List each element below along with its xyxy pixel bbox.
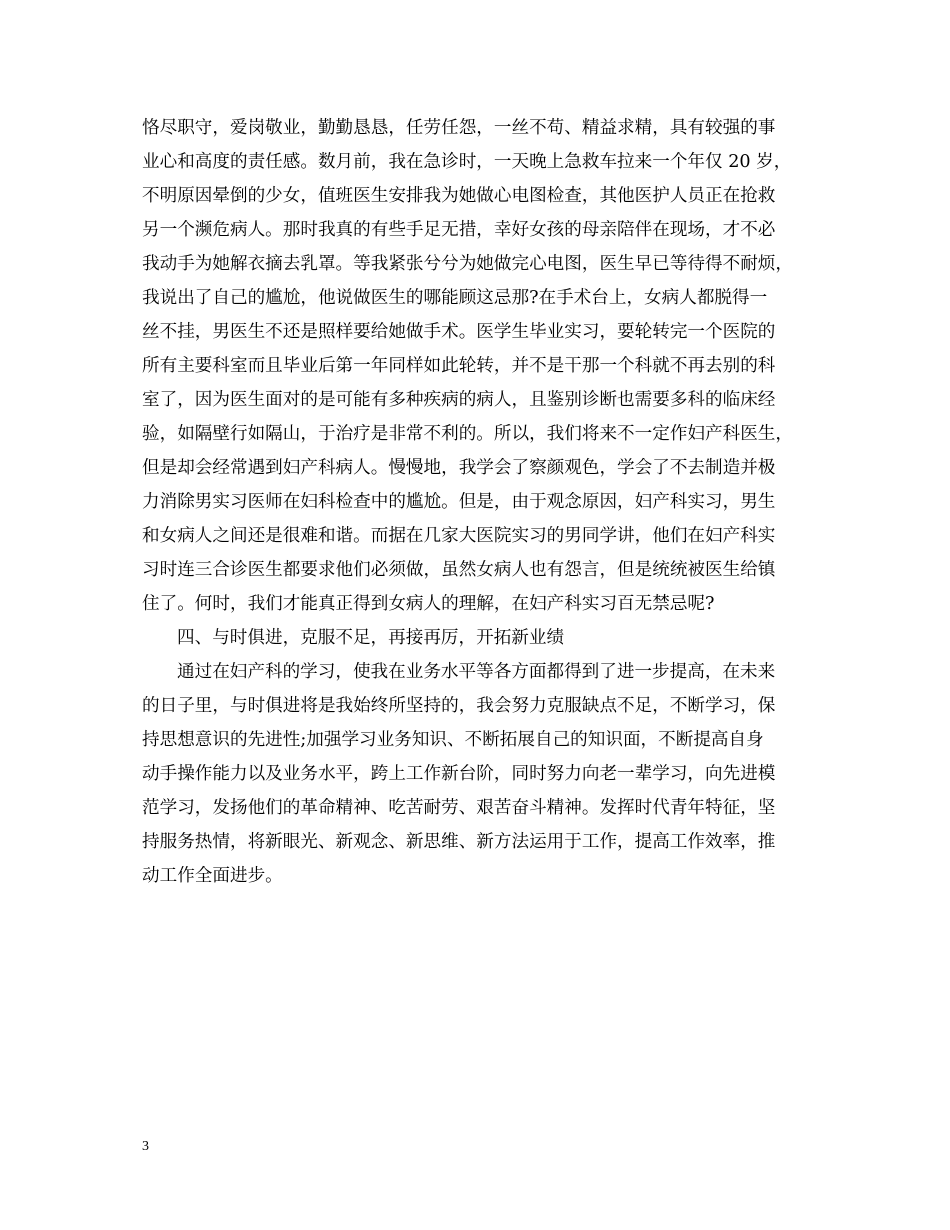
- paragraph-line: 我动手为她解衣摘去乳罩。等我紧张兮兮为她做完心电图，医生早已等待得不耐烦，: [142, 254, 793, 274]
- paragraph-line: 和女病人之间还是很难和谐。而据在几家大医院实习的男同学讲，他们在妇产科实: [142, 526, 776, 546]
- paragraph-line: 验，如隔壁行如隔山，于治疗是非常不利的。所以，我们将来不一定作妇产科医生，: [142, 424, 793, 444]
- paragraph-line: 通过在妇产科的学习，使我在业务水平等各方面都得到了进一步提高，在未来: [177, 662, 776, 682]
- paragraph-line: 的日子里，与时俱进将是我始终所坚持的，我会努力克服缺点不足，不断学习，保: [142, 696, 776, 716]
- paragraph-line: 住了。何时，我们才能真正得到女病人的理解，在妇产科实习百无禁忌呢?: [142, 594, 715, 614]
- paragraph-line: 动工作全面进步。: [142, 866, 283, 886]
- section-heading: 四、与时俱进，克服不足，再接再厉，开拓新业绩: [177, 628, 565, 648]
- paragraph-line: 动手操作能力以及业务水平，跨上工作新台阶，同时努力向老一辈学习，向先进模: [142, 764, 776, 784]
- paragraph-line: 室了，因为医生面对的是可能有多种疾病的病人，且鉴别诊断也需要多科的临床经: [142, 390, 776, 410]
- paragraph-line: 业心和高度的责任感。数月前，我在急诊时，一天晚上急救车拉来一个年仅 20 岁，: [142, 152, 792, 172]
- paragraph-line: 持思想意识的先进性;加强学习业务知识、不断拓展自己的知识面，不断提高自身: [142, 730, 764, 750]
- paragraph-line: 所有主要科室而且毕业后第一年同样如此轮转，并不是干那一个科就不再去别的科: [142, 356, 776, 376]
- paragraph-line: 范学习，发扬他们的革命精神、吃苦耐劳、艰苦奋斗精神。发挥时代青年特征，坚: [142, 798, 776, 818]
- paragraph-line: 习时连三合诊医生都要求他们必须做，虽然女病人也有怨言，但是统统被医生给镇: [142, 560, 776, 580]
- paragraph-line: 恪尽职守，爱岗敬业，勤勤恳恳，任劳任怨，一丝不苟、精益求精，具有较强的事: [142, 118, 776, 138]
- paragraph-line: 持服务热情，将新眼光、新观念、新思维、新方法运用于工作，提高工作效率，推: [142, 832, 776, 852]
- paragraph-line: 力消除男实习医师在妇科检查中的尴尬。但是，由于观念原因，妇产科实习，男生: [142, 492, 776, 512]
- page-number: 3: [142, 1139, 149, 1154]
- paragraph-line: 不明原因晕倒的少女，值班医生安排我为她做心电图检查，其他医护人员正在抢救: [142, 186, 776, 206]
- paragraph-line: 另一个濒危病人。那时我真的有些手足无措，幸好女孩的母亲陪伴在现场，才不必: [142, 220, 776, 240]
- paragraph-line: 丝不挂，男医生不还是照样要给她做手术。医学生毕业实习，要轮转完一个医院的: [142, 322, 776, 342]
- paragraph-line: 我说出了自己的尴尬，他说做医生的哪能顾这忌那?在手术台上，女病人都脱得一: [142, 288, 768, 308]
- paragraph-line: 但是却会经常遇到妇产科病人。慢慢地，我学会了察颜观色，学会了不去制造并极: [142, 458, 776, 478]
